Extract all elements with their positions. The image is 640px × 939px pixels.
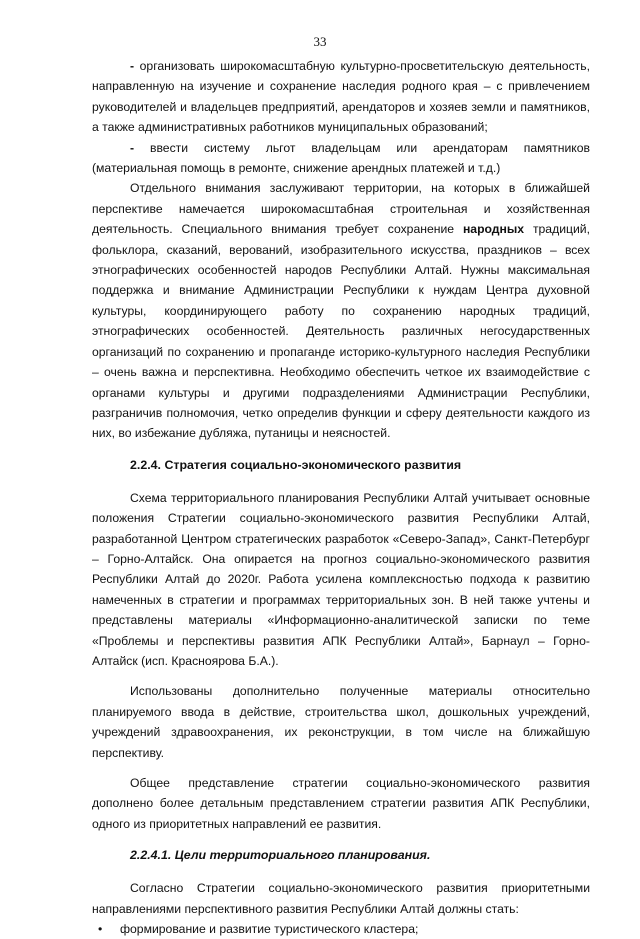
paragraph-priorities: Согласно Стратегии социально-экономического развития приоритетными направлениями перспективного развития Республики Алтай должны стать:: [92, 881, 590, 916]
list-item-text: организовать широкомасштабную культурно-просветительскую деятельность, направленную на изучение и сохранение наследия родного края – с привлечением руководителей и владельцев предприятий, арендаторов и хозяев земли и памятников, а также административных работников муниципальных образований;: [92, 59, 590, 135]
page-content: [92, 56, 590, 939]
dash-marker: -: [130, 59, 135, 73]
list-item-text: ввести систему льгот владельцам или арендаторам памятников (материальная помощь в ремонте, снижение арендных платежей и т.д.): [92, 140, 591, 176]
paragraph-materials: Использованы дополнительно полученные материалы относительно планируемого ввода в действие, строительства школ, дошкольных учреждений, учреждений здравоохранения, их реконструкции, в том числе на ближайшую перспективу.: [92, 684, 590, 760]
list-item-text: формирование и развитие туристического кластера;: [120, 922, 419, 937]
list-item-bullet: [92, 919, 590, 939]
paragraph-heritage: [92, 178, 590, 443]
page-number: 33: [313, 34, 327, 49]
dash-marker: -: [130, 140, 135, 155]
paragraph-strategy: Схема территориального планирования Республики Алтай учитывает основные положения Стратегии социально-экономического развития Республики Алтай, разработанной Центром стратегических разработок «Северо-Запад», Санкт-Петербург – Горно-Алтайск. Она опирается на прогноз социально-экономического развития Республики Алтай до 2020г. Работа усилена комплексностью подхода к развитию намеченных в стратегии и программах территориальных зон. В ней также учтены и представлены материалы «Информационно-аналитической записки по теме «Проблемы и перспективы развития АПК Республики Алтай», Барнаул – Горно-Алтайск (исп. Красноярова Б.А.).: [92, 490, 590, 668]
list-item-dash: [92, 56, 590, 138]
bullet-marker: •: [98, 922, 103, 937]
paragraph-overview: Общее представление стратегии социально-экономического развития дополнено более детальным представлением стратегии развития АПК Республики, одного из приоритетных направлений ее развития.: [92, 776, 590, 831]
section-heading: 2.2.4. Стратегия социально-экономического развития: [130, 457, 462, 472]
bold-word: народных: [462, 222, 525, 237]
paragraph-text: Отдельного внимания заслуживают территории, на которых в ближайшей перспективе намечается широкомасштабная строительная и хозяйственная деятельность. Специального внимания требует сохранение: [92, 181, 590, 237]
paragraph-text: традиций, фольклора, сказаний, верований, изобразительного искусства, праздников – всех этнографических особенностей народов Республики Алтай. Нужны максимальная поддержка и внимание Администрации Республики к нуждам Центра духовной культуры, координирующего работу по сохранению народных традиций, этнографических особенностей. Деятельность различных негосударственных организаций по сохранению и пропаганде историко-культурного наследия Республики – очень важна и перспективна. Необходимо обеспечить четкое их взаимодействие с органами культуры и другими подразделениями Администрации Республики, разграничив полномочия, четко определив функции и сферу деятельности каждого из них, во избежание дубляжа, путаницы и неясностей.: [92, 222, 590, 441]
list-item-dash: [92, 138, 590, 179]
subsection-heading: 2.2.4.1. Цели территориального планирования.: [130, 848, 431, 863]
